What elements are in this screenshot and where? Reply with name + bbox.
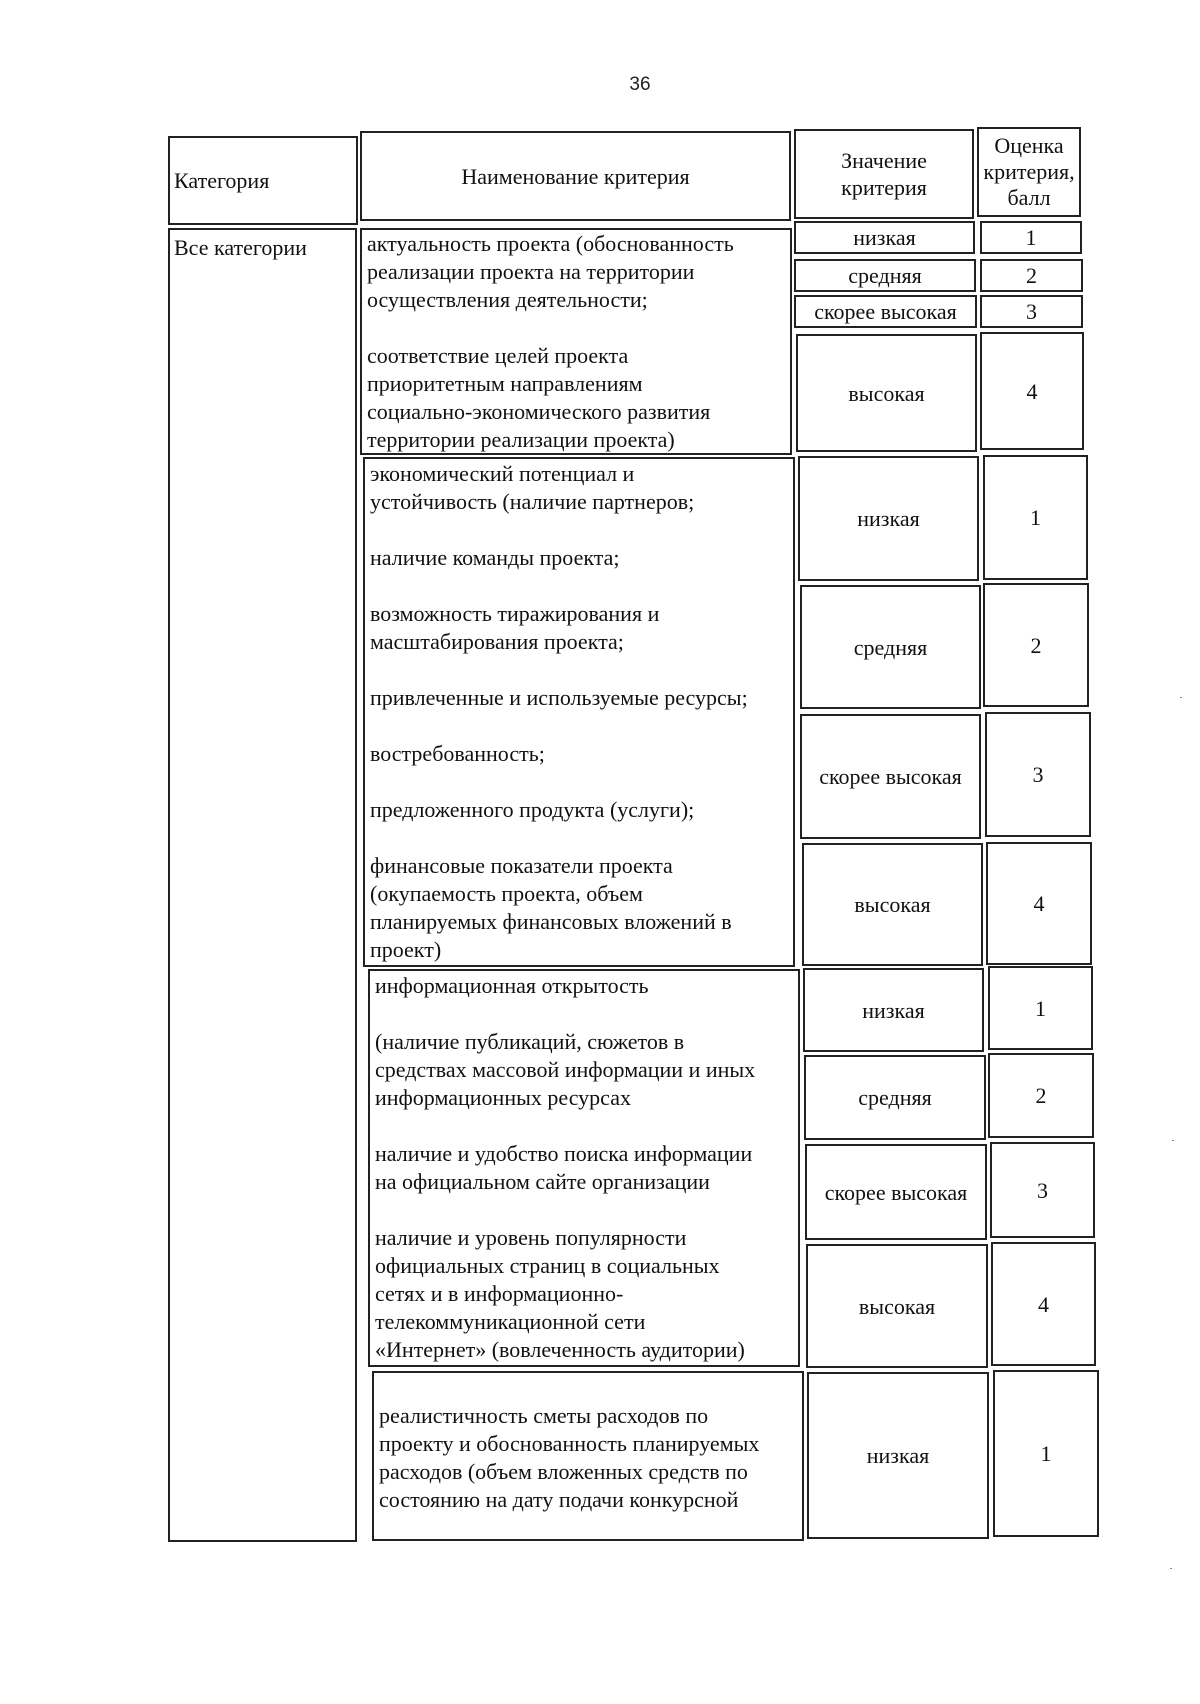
group2-line: экономический потенциал и [370, 461, 635, 486]
page-number: 36 [629, 74, 651, 95]
criterion-group4 [372, 1371, 804, 1541]
score-cell [980, 259, 1083, 292]
criterion-group1 [360, 228, 792, 455]
group3-line: информационных ресурсах [375, 1085, 631, 1110]
score-label: 4 [1026, 378, 1038, 404]
scan-speck [1172, 1140, 1174, 1141]
value-cell [800, 714, 981, 839]
value-cell [796, 334, 977, 452]
group3-line: наличие и удобство поиска информации [375, 1141, 753, 1166]
group3-line: средствах массовой информации и иных [375, 1057, 756, 1082]
header-category-label: Категория [174, 168, 270, 193]
score-cell [980, 221, 1082, 254]
score-label: 1 [1040, 1441, 1052, 1466]
score-cell [988, 966, 1093, 1050]
group1-line: социально-экономического развития [367, 399, 711, 424]
value-label: высокая [854, 892, 931, 917]
header-score-line3: балл [1007, 185, 1051, 210]
score-cell [991, 1242, 1096, 1366]
group3-line: информационная открытость [375, 973, 649, 998]
score-cell [993, 1370, 1099, 1537]
header-score-line1: Оценка [994, 133, 1064, 158]
score-cell [988, 1053, 1094, 1138]
value-label: высокая [848, 380, 925, 406]
score-label: 4 [1033, 891, 1045, 916]
group2-line: проект) [370, 937, 442, 962]
group1-line: реализации проекта на территории [367, 259, 695, 284]
criterion-group2 [363, 457, 795, 967]
score-cell [980, 295, 1083, 328]
group4-line: проекту и обоснованность планируемых [379, 1431, 760, 1456]
score-label: 3 [1026, 299, 1037, 324]
criterion-group3 [368, 969, 800, 1367]
header-score-cell [977, 127, 1081, 217]
value-cell [804, 1055, 986, 1140]
category-all-label: Все категории [174, 235, 307, 260]
header-criterion-value-line2: критерия [841, 175, 927, 200]
header-criterion-value-cell [794, 129, 974, 219]
value-label: скорее высокая [819, 764, 962, 789]
group2-line: (окупаемость проекта, объем [370, 881, 643, 906]
value-cell [805, 1144, 987, 1240]
scan-speck [1180, 697, 1182, 698]
score-label: 3 [1032, 762, 1044, 787]
score-label: 2 [1035, 1083, 1047, 1108]
group3-line: наличие и уровень популярности [375, 1225, 687, 1250]
group3-line: на официальном сайте организации [375, 1169, 710, 1194]
header-criterion-name-cell [360, 131, 791, 221]
group3-line: (наличие публикаций, сюжетов в [375, 1029, 685, 1054]
value-label: скорее высокая [824, 1179, 968, 1205]
group4-line: расходов (объем вложенных средств по [379, 1459, 748, 1484]
score-cell [983, 455, 1088, 580]
score-label: 1 [1030, 505, 1041, 530]
group1-line: территории реализации проекта) [367, 427, 675, 452]
value-label: средняя [858, 1085, 932, 1110]
score-cell [985, 712, 1091, 837]
value-label: низкая [862, 997, 925, 1023]
score-label: 3 [1037, 1177, 1048, 1203]
score-label: 4 [1038, 1291, 1049, 1317]
category-cell-all [168, 228, 357, 1542]
value-label: низкая [866, 1443, 930, 1468]
value-cell [798, 456, 979, 581]
group2-line: востребованность; [370, 741, 545, 766]
group1-line: приоритетным направлениям [367, 371, 643, 396]
value-cell [803, 968, 984, 1052]
group4-line: реалистичность сметы расходов по [379, 1403, 709, 1428]
group3-line: телекоммуникационной сети [375, 1309, 646, 1334]
value-cell [807, 1372, 989, 1539]
score-label: 1 [1035, 995, 1046, 1021]
value-cell [794, 221, 975, 254]
group3-line: «Интернет» (вовлеченность аудитории) [375, 1337, 745, 1362]
group2-line: наличие команды проекта; [370, 545, 620, 570]
group3-line: официальных страниц в социальных [375, 1253, 720, 1278]
group2-line: возможность тиражирования и [370, 601, 660, 626]
group4-line: состоянию на дату подачи конкурсной [379, 1487, 739, 1512]
score-label: 1 [1025, 225, 1037, 250]
value-cell [794, 259, 976, 292]
group1-line: соответствие целей проекта [367, 343, 629, 368]
value-cell [802, 843, 983, 966]
group2-line: предложенного продукта (услуги); [370, 797, 695, 822]
value-cell [794, 295, 977, 328]
value-cell [806, 1244, 988, 1368]
header-category-cell [168, 136, 358, 225]
header-criterion-name-label: Наименование критерия [461, 163, 690, 189]
group1-line: осуществления деятельности; [367, 287, 648, 312]
group2-line: устойчивость (наличие партнеров; [370, 489, 695, 514]
score-cell [983, 583, 1089, 707]
score-cell [980, 332, 1084, 450]
score-cell [990, 1142, 1095, 1238]
value-cell [800, 585, 981, 709]
group2-line: планируемых финансовых вложений в [370, 909, 732, 934]
score-cell [986, 842, 1092, 965]
header-score-line2: критерия, [983, 159, 1075, 184]
value-label: средняя [848, 263, 922, 288]
value-label: высокая [858, 1293, 936, 1319]
group3-line: сетях и в информационно- [375, 1281, 624, 1306]
value-label: средняя [853, 634, 928, 660]
value-label: скорее высокая [814, 299, 957, 324]
value-label: низкая [853, 225, 916, 250]
score-label: 2 [1026, 263, 1037, 288]
group2-line: финансовые показатели проекта [370, 853, 673, 878]
group2-line: привлеченные и используемые ресурсы; [370, 685, 748, 710]
value-label: низкая [857, 506, 920, 531]
score-label: 2 [1030, 632, 1042, 658]
group1-line: актуальность проекта (обоснованность [367, 231, 734, 256]
group2-line: масштабирования проекта; [370, 629, 624, 654]
header-criterion-value-line1: Значение [841, 148, 927, 173]
scan-speck [1170, 1568, 1172, 1569]
